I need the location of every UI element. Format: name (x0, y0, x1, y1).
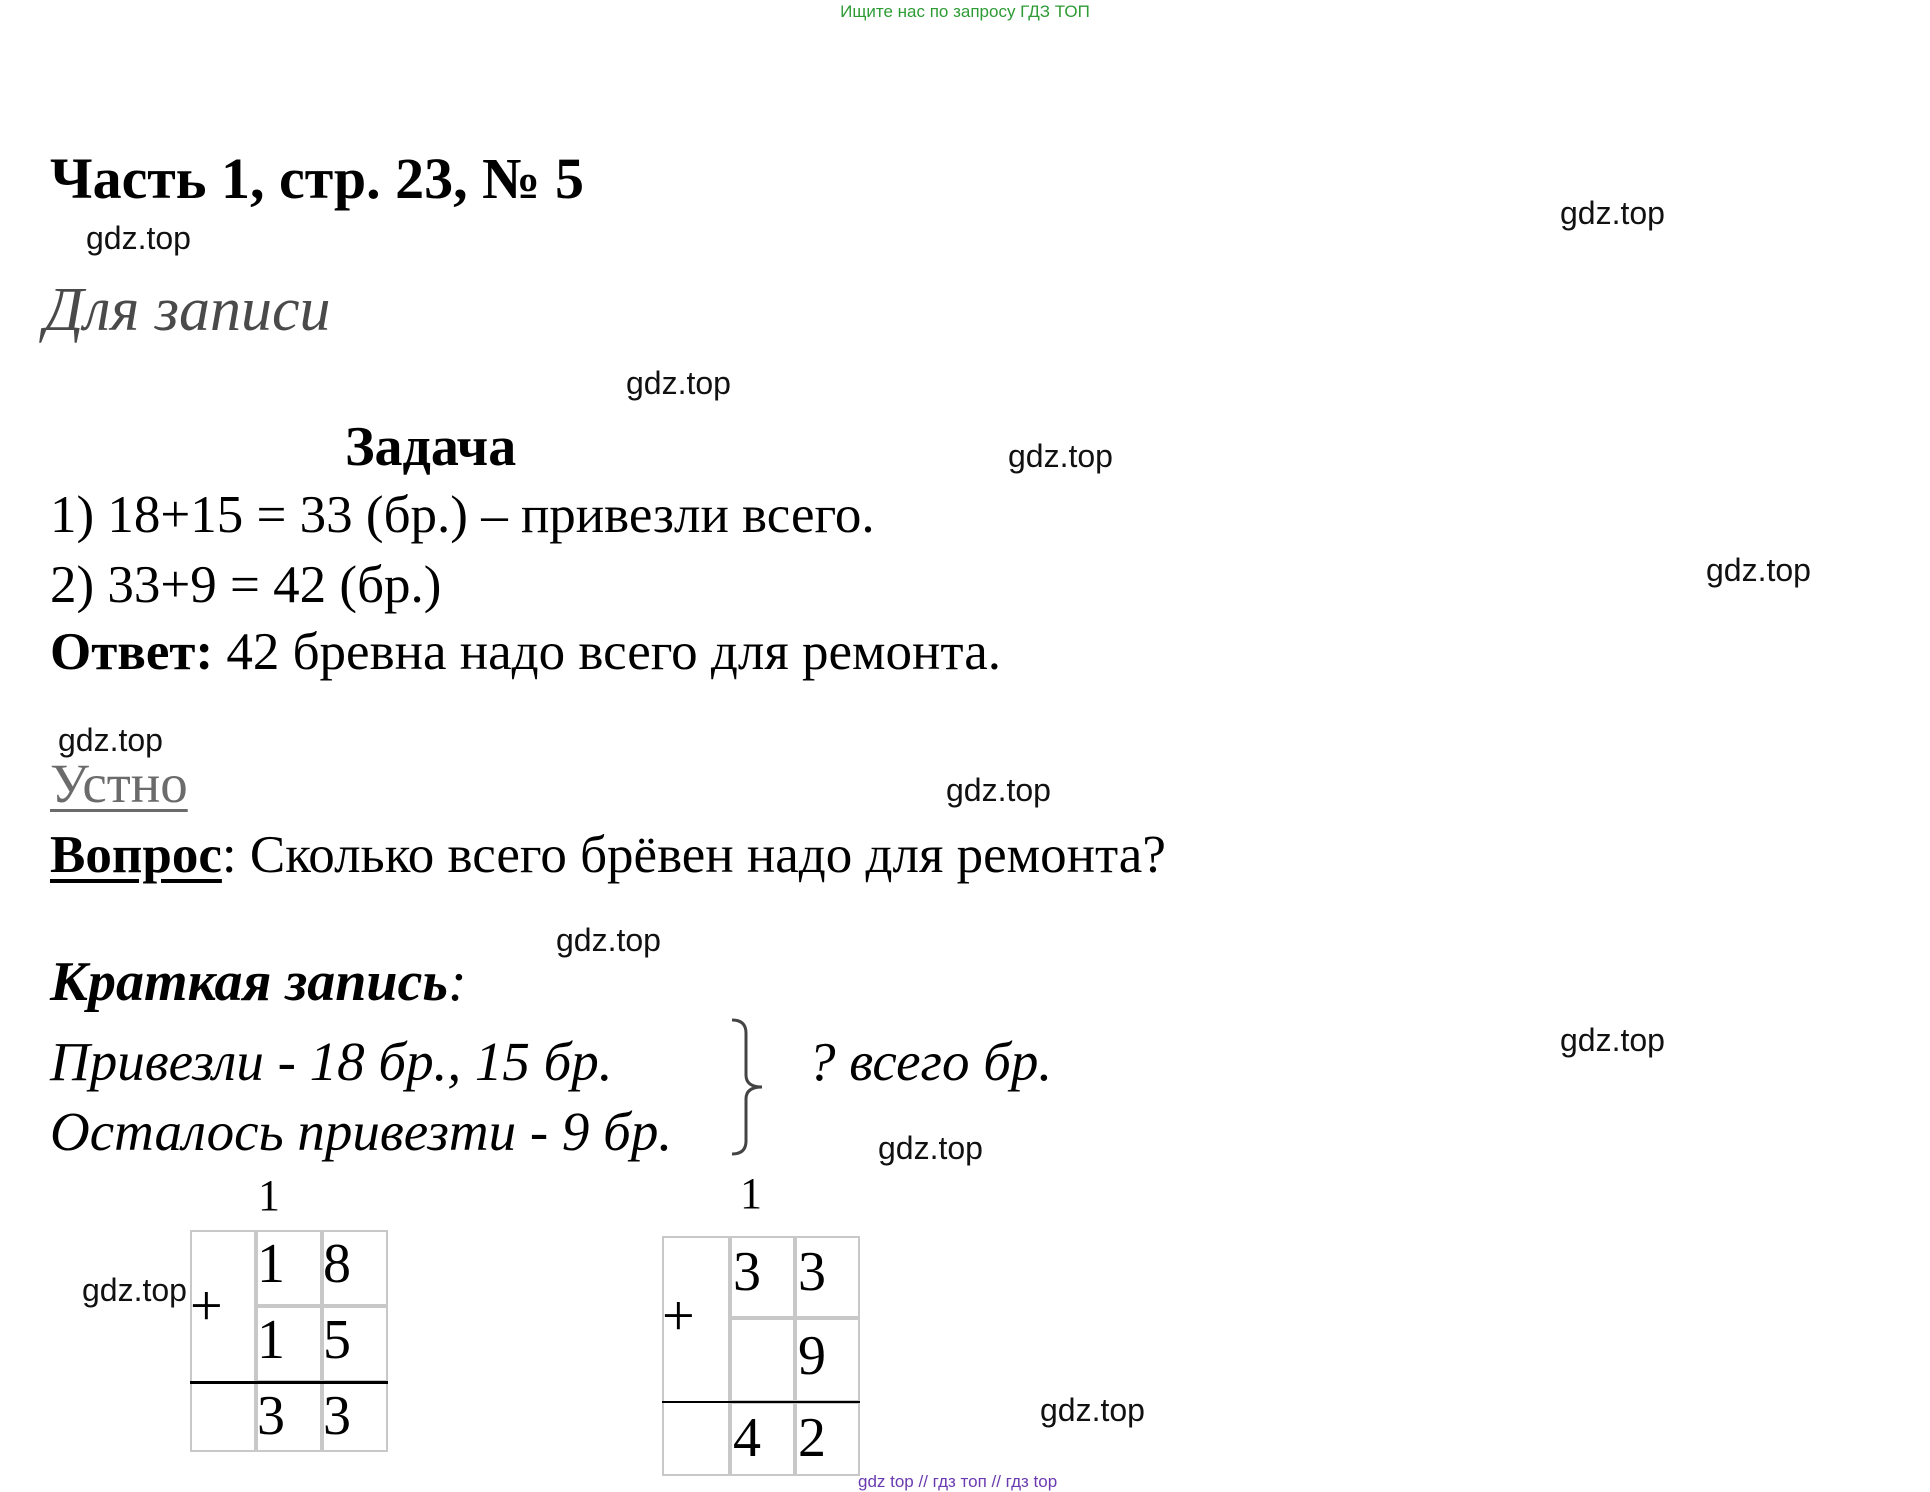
watermark: gdz.top (556, 922, 661, 958)
top-banner: Ищите нас по запросу ГДЗ ТОП (840, 2, 1090, 21)
watermark: gdz.top (1560, 195, 1665, 231)
task-heading: Задача (345, 416, 517, 478)
digit: 1 (257, 1309, 285, 1371)
digit: 8 (323, 1233, 351, 1295)
watermark: gdz.top (82, 1272, 187, 1308)
short-record-colon: : (447, 951, 467, 1013)
short-record-heading (50, 950, 467, 1014)
condition-question: ? всего бр. (808, 1031, 1053, 1092)
watermark: gdz.top (1040, 1392, 1145, 1428)
question-label: Вопрос (50, 826, 222, 884)
digit: 3 (798, 1241, 826, 1303)
digit: 3 (733, 1241, 761, 1303)
question-line (50, 825, 1166, 885)
footer-links: gdz top // гдз топ // гдз top (858, 1472, 1058, 1491)
answer-text: 42 бревна надо всего для ремонта. (213, 623, 1001, 681)
solution-step: 2) 33+9 = 42 (бр.) (50, 556, 442, 614)
section-record-heading: Для записи (44, 276, 331, 344)
condition-line: Осталось привезти - 9 бр. (50, 1101, 673, 1162)
digit: 3 (323, 1385, 351, 1447)
watermark: gdz.top (86, 220, 191, 256)
watermark: gdz.top (626, 365, 731, 401)
answer-label: Ответ: (50, 623, 214, 681)
question-text: : Сколько всего брёвен надо для ремонта? (221, 826, 1166, 884)
section-oral-heading: Устно (50, 753, 188, 814)
condition-line: Привезли - 18 бр., 15 бр. (50, 1031, 613, 1092)
watermark: gdz.top (1706, 552, 1811, 588)
watermark: gdz.top (878, 1130, 983, 1166)
watermark: gdz.top (1008, 438, 1113, 474)
sum-line (662, 1401, 860, 1403)
digit: 4 (733, 1407, 761, 1469)
answer-line (50, 622, 1001, 682)
solution-step: 1) 18+15 = 33 (бр.) – привезли всего. (50, 486, 875, 544)
digit: 3 (257, 1385, 285, 1447)
watermark: gdz.top (1560, 1022, 1665, 1058)
digit: 1 (257, 1233, 285, 1295)
watermark: gdz.top (58, 722, 163, 758)
digit: 5 (323, 1309, 351, 1371)
digit: 2 (798, 1407, 826, 1469)
carry-digit: 1 (258, 1171, 280, 1220)
plus-sign: + (662, 1283, 695, 1348)
short-record-label: Краткая запись (50, 951, 448, 1013)
carry-digit: 1 (740, 1169, 762, 1218)
curly-brace (728, 1017, 768, 1157)
digit: 9 (798, 1325, 826, 1387)
watermark: gdz.top (946, 772, 1051, 808)
plus-sign: + (190, 1273, 223, 1338)
page-title: Часть 1, стр. 23, № 5 (50, 146, 584, 211)
